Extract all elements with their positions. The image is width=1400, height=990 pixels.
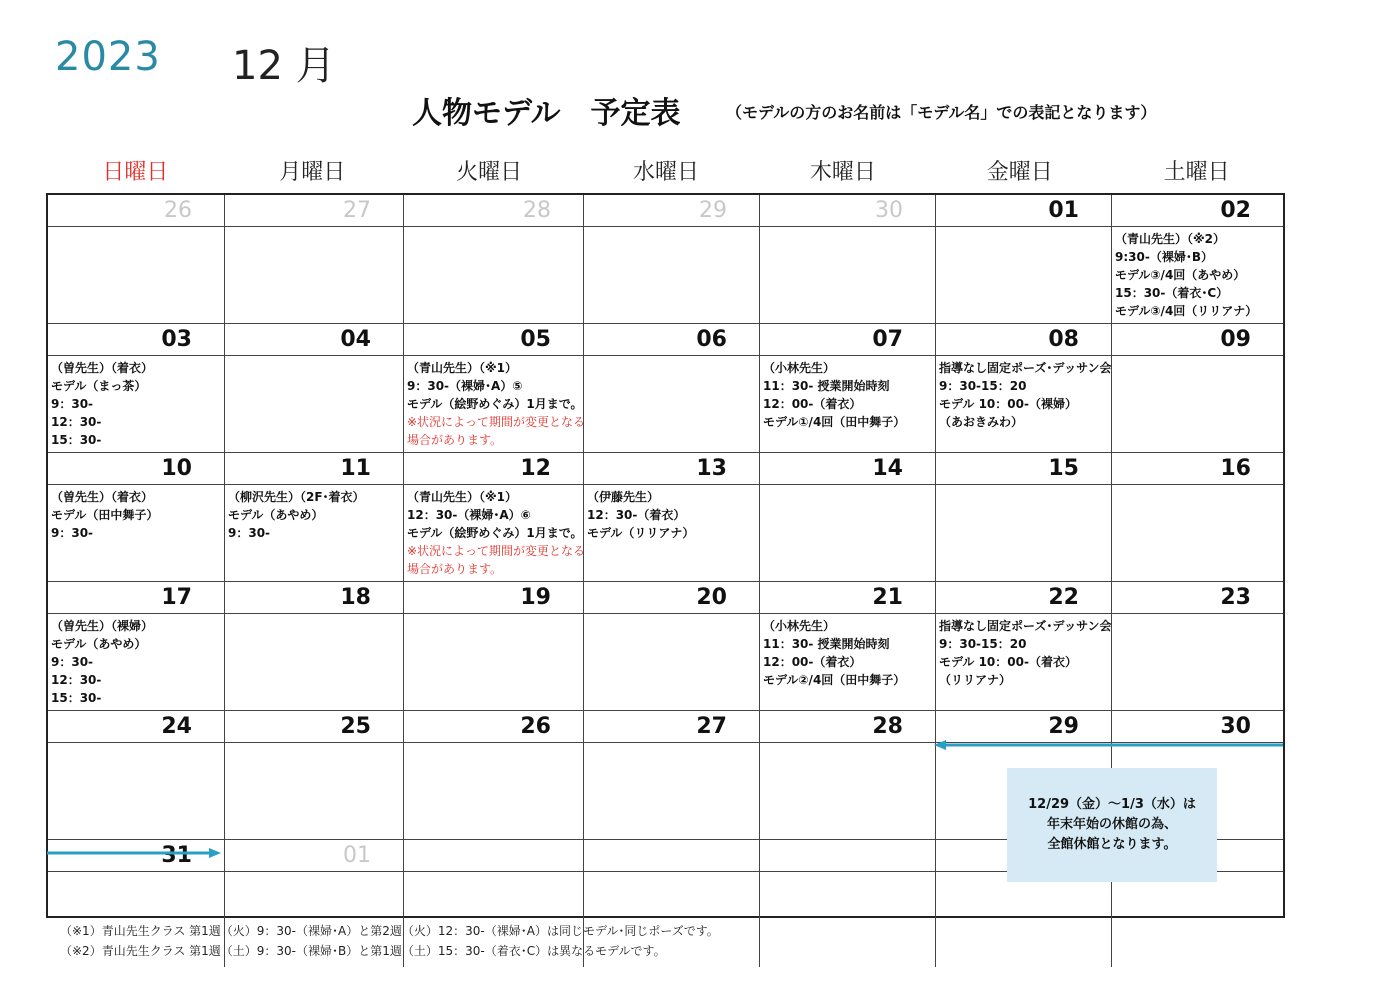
schedule-line: モデル②/4回（田中舞子） [763,673,906,687]
schedule-line: 9：30-15：20 [939,637,1027,651]
day-number: 26 [48,195,224,227]
day-number [584,840,759,872]
day-cell [48,711,225,840]
schedule-line: モデル（まっ茶） [51,379,147,393]
day-schedule [404,356,586,449]
schedule-line: 9:30-（裸婦･B） [1115,250,1213,264]
schedule-line: 指導なし固定ポーズ･デッサン会 [939,361,1112,375]
schedule-line: 指導なし固定ポーズ･デッサン会 [939,619,1112,633]
day-number [760,840,935,872]
schedule-line: （青山先生）（※2） [1115,232,1226,246]
schedule-line: 11：30- 授業開始時刻 [763,379,890,393]
day-schedule [225,485,403,542]
day-schedule [404,872,583,875]
day-number: 25 [225,711,403,743]
day-schedule [760,872,935,875]
day-cell [48,453,225,582]
schedule-line: モデル（田中舞子） [51,508,159,522]
weekday-4: 木曜日 [809,160,876,185]
day-schedule [225,356,403,359]
day-schedule [404,485,586,578]
schedule-line: 12：00-（着衣） [763,655,862,669]
day-number: 28 [404,195,583,227]
schedule-line: モデル 10：00-（着衣） [939,655,1077,669]
day-schedule [584,614,759,617]
day-number: 13 [584,453,759,485]
schedule-line: 12：30- [51,673,102,687]
schedule-line: （曽先生）（着衣） [51,361,154,375]
footnote-1: （※1）青山先生クラス 第1週（火）9：30-（裸婦･A）と第2週（火）12：30-（裸婦･A）は同じモデル･同じポーズです。 [60,924,719,938]
day-schedule [225,872,403,875]
day-number: 04 [225,324,403,356]
day-number: 19 [404,582,583,614]
day-number: 18 [225,582,403,614]
year-label: 2023 [55,34,161,80]
day-schedule [48,356,224,449]
day-cell [760,840,936,967]
week-row [48,453,1283,582]
schedule-line: 9：30-（裸婦･A）⑤ [407,379,523,393]
day-cell [760,324,936,453]
day-number: 05 [404,324,583,356]
month-label: 12 月 [232,43,336,89]
day-schedule [760,614,935,689]
day-schedule [48,743,224,746]
schedule-line: 9：30- [51,655,94,669]
schedule-line: 12：30- [51,415,102,429]
day-cell [936,453,1112,582]
day-number: 30 [1112,711,1283,743]
day-schedule [936,485,1111,488]
schedule-note: ※状況によって期間が変更となる [407,415,586,429]
day-schedule [760,227,935,230]
schedule-line: モデル（リリアナ） [587,526,695,540]
weekday-3: 水曜日 [633,160,700,185]
day-number: 15 [936,453,1111,485]
day-schedule [936,743,1111,746]
schedule-line: （柳沢先生）（2F･着衣） [228,490,365,504]
day-cell [404,195,584,324]
notice-line: 全館休館となります。 [1047,837,1177,852]
day-schedule [1112,743,1283,746]
day-number: 07 [760,324,935,356]
schedule-line: 12：00-（着衣） [763,397,862,411]
day-number: 01 [936,195,1111,227]
day-schedule [584,227,759,230]
page-title: 人物モデル 予定表 [412,96,681,131]
day-cell [48,324,225,453]
day-schedule [404,227,583,230]
day-schedule [584,485,759,542]
schedule-line: 12：30-（着衣） [587,508,686,522]
day-cell [584,195,760,324]
page-subtitle: （モデルの方のお名前は「モデル名」での表記となります） [726,103,1157,122]
schedule-line: （伊藤先生） [587,490,660,504]
day-schedule [225,227,403,230]
day-number: 12 [404,453,583,485]
day-cell [404,582,584,711]
day-schedule [404,743,583,746]
footnote-2: （※2）青山先生クラス 第1週（土）9：30-（裸婦･B）と第1週（土）15：30-（着衣･C）は異なるモデルです。 [60,944,666,958]
day-cell [584,711,760,840]
day-number: 29 [584,195,759,227]
day-cell [1112,324,1283,453]
day-cell [760,195,936,324]
day-cell [1112,453,1283,582]
schedule-note: 場合があります。 [407,562,503,576]
schedule-line: （青山先生）（※1） [407,490,518,504]
schedule-line: （あおきみわ） [939,415,1024,429]
day-cell [936,324,1112,453]
notice-line: 年末年始の休館の為、 [1046,817,1177,832]
day-schedule [1112,227,1283,320]
day-schedule [48,485,224,542]
day-schedule [936,614,1111,689]
schedule-line: 9：30-15：20 [939,379,1027,393]
day-cell [225,582,404,711]
weekday-6: 土曜日 [1163,160,1230,185]
day-cell [584,324,760,453]
day-schedule [584,356,759,359]
day-cell [1112,195,1283,324]
day-number [404,840,583,872]
schedule-line: 9：30- [228,526,271,540]
schedule-line: 15：30-（着衣･C） [1115,286,1229,300]
day-cell [225,453,404,582]
day-cell [584,453,760,582]
day-number: 21 [760,582,935,614]
schedule-line: モデル（あやめ） [228,508,324,522]
day-schedule [225,743,403,746]
day-number: 30 [760,195,935,227]
day-number: 06 [584,324,759,356]
day-schedule [1112,356,1283,359]
day-number: 02 [1112,195,1283,227]
weekday-0: 日曜日 [102,160,169,185]
schedule-line: 9：30- [51,397,94,411]
day-cell [760,453,936,582]
day-cell [936,582,1112,711]
day-schedule [48,227,224,230]
day-number: 26 [404,711,583,743]
schedule-line: モデル③/4回（リリアナ） [1115,304,1258,318]
day-cell [225,324,404,453]
week-row [48,324,1283,453]
day-schedule [760,356,935,431]
schedule-line: 15：30- [51,691,102,705]
day-number: 09 [1112,324,1283,356]
day-schedule [225,614,403,617]
day-cell [48,582,225,711]
day-number: 27 [584,711,759,743]
schedule-line: （リリアナ） [939,673,1012,687]
weekday-5: 金曜日 [986,160,1053,185]
day-cell [225,711,404,840]
schedule-line: 11：30- 授業開始時刻 [763,637,890,651]
week-row [48,582,1283,711]
schedule-line: 12：30-（裸婦･A）⑥ [407,508,531,522]
weekday-2: 火曜日 [456,160,523,185]
day-schedule [584,872,759,875]
day-cell [584,582,760,711]
schedule-line: 9：30- [51,526,94,540]
day-number: 23 [1112,582,1283,614]
day-number: 16 [1112,453,1283,485]
schedule-note: ※状況によって期間が変更となる [407,544,586,558]
day-number: 03 [48,324,224,356]
schedule-line: モデル（絵野めぐみ）1月まで。 [407,397,583,411]
schedule-line: モデル（絵野めぐみ）1月まで。 [407,526,583,540]
day-number: 10 [48,453,224,485]
day-cell [404,711,584,840]
day-cell [48,195,225,324]
day-schedule [760,743,935,746]
day-schedule [1112,614,1283,617]
schedule-line: モデル 10：00-（裸婦） [939,397,1077,411]
day-cell [404,324,584,453]
schedule-note: 場合があります。 [407,433,503,447]
day-number: 22 [936,582,1111,614]
schedule-line: 15：30- [51,433,102,447]
day-cell [1112,582,1283,711]
day-number: 29 [936,711,1111,743]
day-number: 27 [225,195,403,227]
day-cell [760,711,936,840]
day-number: 20 [584,582,759,614]
day-cell [936,195,1112,324]
week-row [48,195,1283,324]
weekday-1: 月曜日 [279,160,346,185]
weekday-header [47,155,1285,191]
schedule-line: モデル①/4回（田中舞子） [763,415,906,429]
schedule-line: （曽先生）（裸婦） [51,619,154,633]
day-cell [760,582,936,711]
day-number: 31 [48,840,224,872]
schedule-line: （小林先生） [763,361,836,375]
day-number: 08 [936,324,1111,356]
day-cell [404,453,584,582]
schedule-line: モデル（あやめ） [51,637,147,651]
schedule-line: （小林先生） [763,619,836,633]
day-cell [225,195,404,324]
day-number: 17 [48,582,224,614]
day-number: 01 [225,840,403,872]
day-number: 11 [225,453,403,485]
day-schedule [584,743,759,746]
day-number: 28 [760,711,935,743]
day-schedule [1112,485,1283,488]
day-number: 14 [760,453,935,485]
day-schedule [936,356,1111,431]
day-schedule [936,227,1111,230]
schedule-line: （青山先生）（※1） [407,361,518,375]
schedule-line: （曽先生）（着衣） [51,490,154,504]
day-schedule [760,485,935,488]
schedule-line: モデル③/4回（あやめ） [1115,268,1246,282]
notice-line: 12/29（金）～1/3（水）は [1028,797,1196,812]
day-number: 24 [48,711,224,743]
day-schedule [48,872,224,875]
day-schedule [404,614,583,617]
holiday-notice [1007,768,1217,882]
day-schedule [48,614,224,707]
